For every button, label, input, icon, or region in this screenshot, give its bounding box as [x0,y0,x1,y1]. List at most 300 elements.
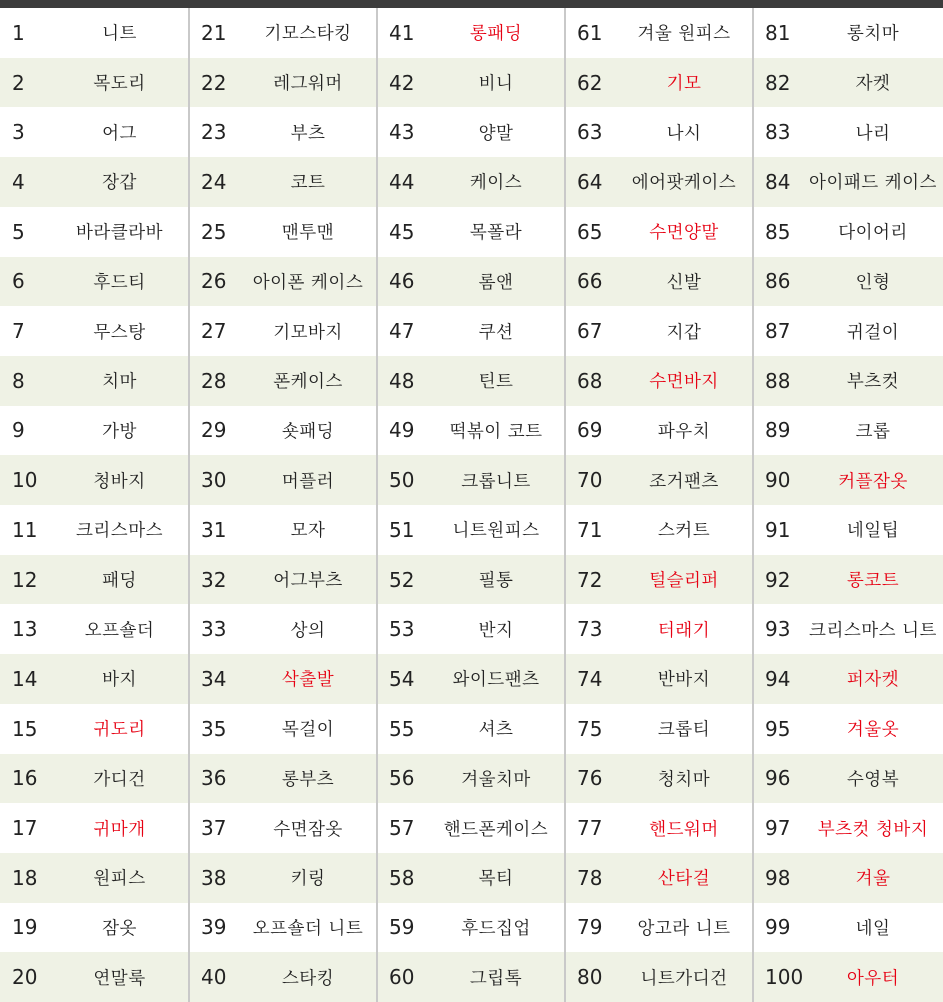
rank-number: 61 [577,20,603,45]
keyword-label: 필통 [478,571,514,592]
keyword-label: 에어팟케이스 [631,173,737,194]
keyword-label: 귀걸이 [846,322,900,343]
rank-number: 65 [577,219,603,244]
rank-number: 7 [12,319,25,344]
keyword-label: 크롭니트 [461,471,531,492]
keyword-label: 아우터 [846,968,900,989]
keyword-cell [565,754,753,804]
keyword-cell [189,754,377,804]
keyword-label: 겨울옷 [846,720,900,741]
keyword-label: 바라클라바 [75,223,164,244]
rank-number: 76 [577,766,603,791]
keyword-cell [377,903,565,953]
keyword-cell [189,107,377,157]
keyword-label: 나리 [855,123,891,144]
keyword-cell [753,903,943,953]
keyword-cell [189,704,377,754]
rank-number: 4 [12,169,25,194]
rank-number: 41 [389,20,415,45]
table-row [0,853,943,903]
rank-number: 17 [12,816,38,841]
keyword-cell [377,654,565,704]
keyword-cell [377,107,565,157]
column-divider [376,8,378,1002]
keyword-label: 무스탕 [93,322,146,343]
keyword-cell [0,803,189,853]
rank-number: 6 [12,269,25,294]
keyword-cell [753,803,943,853]
keyword-label: 원피스 [93,869,146,890]
rank-number: 10 [12,468,38,493]
keyword-cell [753,306,943,356]
table-row [0,157,943,207]
rank-number: 91 [765,517,791,542]
rank-number: 16 [12,766,38,791]
keyword-cell [565,406,753,456]
rank-number: 84 [765,169,791,194]
keyword-cell [565,654,753,704]
rank-number: 38 [201,865,227,890]
rank-number: 14 [12,666,38,691]
keyword-label: 자켓 [855,74,891,95]
rank-number: 77 [577,816,603,841]
rank-number: 95 [765,716,791,741]
table-row [0,803,943,853]
table-row [0,754,943,804]
rank-number: 25 [201,219,227,244]
keyword-cell [0,406,189,456]
keyword-label: 롱부츠 [281,769,335,790]
keyword-label: 목티 [478,869,514,890]
rank-number: 58 [389,865,415,890]
keyword-cell [189,58,377,108]
keyword-cell [377,555,565,605]
keyword-label: 숏패딩 [281,421,335,442]
keyword-label: 롬앤 [478,272,514,293]
rank-number: 86 [765,269,791,294]
table-row [0,654,943,704]
rank-number: 18 [12,865,38,890]
keyword-label: 오프숄더 니트 [252,918,364,939]
keyword-label: 레그워머 [273,74,343,95]
keyword-cell [565,803,753,853]
keyword-label: 롱치마 [846,24,900,45]
rank-number: 70 [577,468,603,493]
keyword-cell [0,952,189,1002]
table-row [0,455,943,505]
rank-number: 21 [201,20,227,45]
table-row [0,58,943,108]
keyword-cell [189,207,377,257]
rank-number: 23 [201,120,227,145]
rank-number: 72 [577,567,603,592]
keyword-cell [0,704,189,754]
keyword-cell [565,704,753,754]
keyword-label: 기모 [666,74,702,95]
keyword-label: 그립톡 [469,968,523,989]
keyword-label: 오프숄더 [84,620,155,641]
rank-number: 8 [12,368,25,393]
keyword-label: 부츠 [290,123,326,144]
rank-number: 80 [577,965,603,990]
keyword-cell [0,903,189,953]
rank-number: 66 [577,269,603,294]
rank-number: 52 [389,567,415,592]
rank-number: 39 [201,915,227,940]
keyword-cell [377,604,565,654]
keyword-cell [377,8,565,58]
keyword-cell [189,505,377,555]
rank-number: 11 [12,517,38,542]
rank-number: 92 [765,567,791,592]
keyword-label: 니트가디건 [640,968,728,989]
keyword-cell [565,555,753,605]
rank-number: 9 [12,418,25,443]
keyword-label: 셔츠 [478,720,514,741]
rank-number: 48 [389,368,415,393]
keyword-label: 어그부츠 [273,571,343,592]
keyword-cell [377,257,565,307]
keyword-label: 신발 [666,272,702,293]
rank-number: 98 [765,865,791,890]
rank-number: 20 [12,965,38,990]
rank-number: 40 [201,965,227,990]
keyword-cell [565,8,753,58]
rank-number: 87 [765,319,791,344]
keyword-label: 터래기 [657,620,711,641]
rank-number: 100 [765,965,804,990]
keyword-cell [189,803,377,853]
keyword-label: 비니 [478,74,514,95]
keyword-label: 목걸이 [281,720,335,741]
keyword-cell [565,505,753,555]
rank-number: 15 [12,716,38,741]
rank-number: 53 [389,617,415,642]
rank-number: 97 [765,816,791,841]
keyword-cell [189,604,377,654]
rank-number: 34 [201,666,227,691]
keyword-label: 산타걸 [657,869,711,890]
keyword-cell [189,157,377,207]
rank-number: 78 [577,865,603,890]
keyword-label: 폰케이스 [273,372,343,393]
keyword-label: 나시 [666,123,702,144]
rank-number: 24 [201,169,227,194]
keyword-label: 스타킹 [281,968,335,989]
keyword-label: 부츠컷 청바지 [817,819,929,840]
keyword-cell [377,455,565,505]
table-row [0,8,943,58]
table-row [0,604,943,654]
keyword-label: 아이폰 케이스 [252,272,364,293]
rank-number: 45 [389,219,415,244]
keyword-cell [377,704,565,754]
rank-number: 56 [389,766,415,791]
rank-number: 88 [765,368,791,393]
keyword-label: 청바지 [93,471,146,492]
keyword-cell [189,8,377,58]
keyword-label: 반지 [478,620,514,641]
keyword-label: 케이스 [469,173,523,194]
rank-number: 69 [577,418,603,443]
keyword-cell [189,257,377,307]
keyword-cell [0,107,189,157]
keyword-cell [565,853,753,903]
table-row [0,306,943,356]
keyword-label: 앙고라 니트 [637,918,731,939]
keyword-cell [0,853,189,903]
keyword-label: 맨투맨 [281,223,335,244]
rank-number: 59 [389,915,415,940]
keyword-cell [753,952,943,1002]
table-row [0,555,943,605]
rank-number: 13 [12,617,38,642]
rank-number: 54 [389,666,415,691]
keyword-cell [0,58,189,108]
keyword-cell [189,356,377,406]
keyword-label: 니트 [102,24,137,45]
keyword-label: 치마 [102,372,137,393]
rank-number: 5 [12,219,25,244]
keyword-cell [753,356,943,406]
rank-number: 30 [201,468,227,493]
keyword-cell [377,207,565,257]
keyword-cell [0,455,189,505]
keyword-label: 반바지 [657,670,711,691]
keyword-label: 인형 [855,272,891,293]
rank-number: 3 [12,120,25,145]
keyword-cell [189,306,377,356]
keyword-label: 연말룩 [93,968,146,989]
keyword-cell [377,306,565,356]
table-row [0,704,943,754]
keyword-cell [0,306,189,356]
keyword-label: 목폴라 [469,223,523,244]
keyword-cell [753,58,943,108]
keyword-cell [753,207,943,257]
rank-number: 36 [201,766,227,791]
rank-number: 74 [577,666,603,691]
keyword-label: 크롭티 [657,720,711,741]
keyword-cell [0,157,189,207]
rank-number: 64 [577,169,603,194]
keyword-label: 가방 [102,421,137,442]
keyword-cell [753,604,943,654]
keyword-cell [189,555,377,605]
table-row [0,356,943,406]
column-divider [564,8,566,1002]
rank-number: 51 [389,517,415,542]
rank-number: 60 [389,965,415,990]
keyword-label: 상의 [290,620,326,641]
keyword-cell [0,356,189,406]
keyword-cell [377,754,565,804]
rank-number: 44 [389,169,415,194]
table-row [0,952,943,1002]
rank-number: 37 [201,816,227,841]
rank-number: 73 [577,617,603,642]
keyword-cell [753,257,943,307]
keyword-label: 핸드워머 [649,819,719,840]
keyword-label: 다이어리 [838,223,908,244]
rank-number: 79 [577,915,603,940]
keyword-cell [377,803,565,853]
keyword-cell [753,555,943,605]
keyword-label: 바지 [102,670,137,691]
keyword-cell [189,903,377,953]
keyword-label: 겨울 원피스 [637,24,731,45]
keyword-label: 크리스마스 니트 [809,620,937,641]
rank-number: 75 [577,716,603,741]
rank-number: 22 [201,70,227,95]
top-bar [0,0,943,8]
keyword-cell [565,207,753,257]
rank-number: 68 [577,368,603,393]
rank-number: 46 [389,269,415,294]
keyword-cell [565,903,753,953]
keyword-label: 파우치 [657,421,711,442]
keyword-cell [0,257,189,307]
keyword-cell [753,455,943,505]
keyword-label: 귀마개 [93,819,146,840]
table-row [0,207,943,257]
keyword-label: 어그 [102,123,137,144]
keyword-label: 귀도리 [93,720,146,741]
rank-number: 31 [201,517,227,542]
rank-number: 1 [12,20,25,45]
keyword-label: 수면바지 [649,372,719,393]
keyword-label: 조거팬츠 [649,471,719,492]
rank-number: 42 [389,70,415,95]
rank-number: 99 [765,915,791,940]
keyword-label: 청치마 [657,769,711,790]
keyword-label: 겨울치마 [461,769,531,790]
rank-number: 2 [12,70,25,95]
keyword-label: 네일팁 [846,521,900,542]
keyword-label: 패딩 [102,571,137,592]
keyword-cell [377,157,565,207]
keyword-label: 기모바지 [273,322,343,343]
keyword-cell [753,754,943,804]
keyword-label: 롱패딩 [469,24,523,45]
table-row [0,257,943,307]
keyword-cell [189,853,377,903]
keyword-label: 장갑 [102,173,137,194]
keyword-cell [753,505,943,555]
rank-number: 82 [765,70,791,95]
keyword-cell [377,58,565,108]
rank-number: 71 [577,517,603,542]
keyword-cell [377,356,565,406]
keyword-cell [189,406,377,456]
rank-number: 43 [389,120,415,145]
keyword-cell [0,8,189,58]
rank-number: 85 [765,219,791,244]
keyword-cell [565,257,753,307]
rank-number: 35 [201,716,227,741]
keyword-cell [0,754,189,804]
rank-number: 49 [389,418,415,443]
keyword-label: 와이드팬츠 [452,670,540,691]
rank-number: 94 [765,666,791,691]
rank-number: 19 [12,915,38,940]
column-divider [188,8,190,1002]
keyword-cell [189,654,377,704]
keyword-label: 부츠컷 [846,372,900,393]
keyword-cell [565,58,753,108]
rank-number: 50 [389,468,415,493]
keyword-label: 수영복 [846,769,900,790]
rank-number: 29 [201,418,227,443]
rank-number: 27 [201,319,227,344]
keyword-label: 쿠션 [478,322,514,343]
column-divider [752,8,754,1002]
keyword-cell [565,306,753,356]
keyword-cell [753,853,943,903]
keyword-label: 수면양말 [649,223,719,244]
keyword-label: 털슬리퍼 [649,571,719,592]
rank-number: 57 [389,816,415,841]
table-row [0,107,943,157]
rank-number: 81 [765,20,791,45]
keyword-label: 스커트 [657,521,711,542]
keyword-cell [565,952,753,1002]
keyword-label: 니트원피스 [452,521,540,542]
keyword-cell [0,555,189,605]
keyword-label: 잠옷 [102,918,137,939]
keyword-label: 머플러 [281,471,335,492]
keyword-ranking-table [0,8,943,1002]
keyword-cell [377,505,565,555]
rank-number: 26 [201,269,227,294]
keyword-label: 후드집업 [461,918,531,939]
keyword-label: 코트 [290,173,326,194]
keyword-label: 퍼자켓 [846,670,900,691]
keyword-cell [565,604,753,654]
keyword-cell [189,952,377,1002]
keyword-label: 커플잠옷 [838,471,908,492]
keyword-label: 틴트 [478,372,514,393]
keyword-cell [753,107,943,157]
keyword-label: 모자 [290,521,326,542]
keyword-cell [753,8,943,58]
keyword-label: 지갑 [666,322,702,343]
keyword-cell [0,654,189,704]
keyword-cell [753,654,943,704]
keyword-label: 아이패드 케이스 [809,173,937,194]
keyword-label: 크리스마스 [75,521,164,542]
table-row [0,406,943,456]
keyword-cell [565,455,753,505]
rank-number: 63 [577,120,603,145]
keyword-label: 양말 [478,123,514,144]
keyword-cell [0,207,189,257]
rank-number: 55 [389,716,415,741]
rank-number: 28 [201,368,227,393]
rank-number: 93 [765,617,791,642]
table-row [0,505,943,555]
keyword-label: 기모스타킹 [264,24,352,45]
keyword-label: 목도리 [93,74,146,95]
keyword-cell [753,704,943,754]
keyword-cell [753,157,943,207]
keyword-label: 후드티 [93,272,146,293]
rank-number: 67 [577,319,603,344]
rank-number: 32 [201,567,227,592]
keyword-cell [565,157,753,207]
rank-number: 83 [765,120,791,145]
keyword-label: 가디건 [93,769,146,790]
